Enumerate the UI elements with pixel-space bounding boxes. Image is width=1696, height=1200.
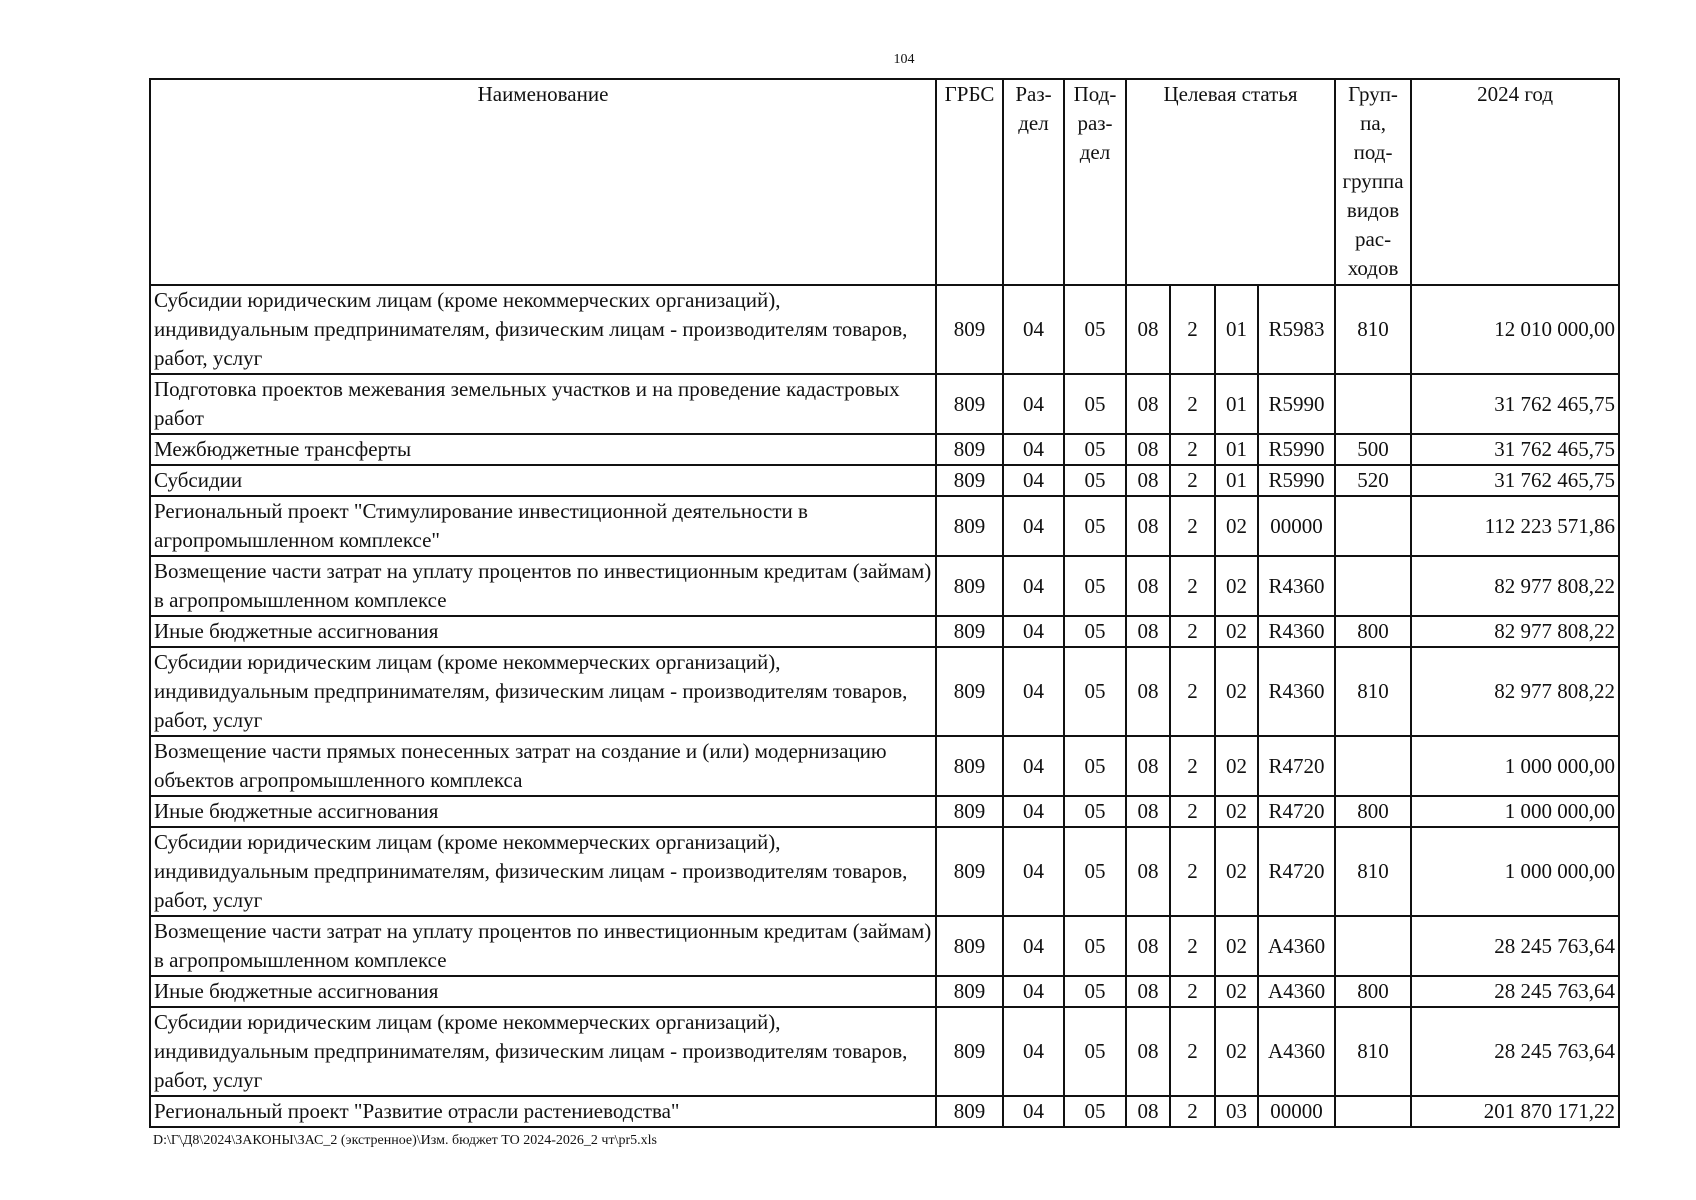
cell-target-3: 02 [1215, 796, 1258, 827]
cell-target-2: 2 [1170, 434, 1215, 465]
cell-target-3: 02 [1215, 976, 1258, 1007]
cell-podrazdel: 05 [1064, 916, 1126, 976]
header-name: Наименование [150, 79, 936, 285]
table-row [150, 374, 1619, 434]
header-group-line: рас- [1354, 227, 1392, 251]
cell-amount: 1 000 000,00 [1411, 827, 1619, 916]
table-row [150, 976, 1619, 1007]
cell-name: Субсидии юридическим лицам (кроме некоммерческих организаций), индивидуальным предпринимателям, физическим лицам - производителям товаров, работ, услуг [150, 1007, 936, 1096]
cell-podrazdel: 05 [1064, 1007, 1126, 1096]
cell-grbs: 809 [936, 374, 1003, 434]
cell-target-2: 2 [1170, 465, 1215, 496]
cell-razdel: 04 [1003, 976, 1064, 1007]
cell-target-1: 08 [1126, 796, 1170, 827]
cell-target-4: R5990 [1258, 374, 1335, 434]
cell-target-1: 08 [1126, 616, 1170, 647]
cell-target-3: 01 [1215, 465, 1258, 496]
cell-group [1335, 736, 1411, 796]
cell-target-1: 08 [1126, 916, 1170, 976]
cell-amount: 1 000 000,00 [1411, 736, 1619, 796]
cell-target-2: 2 [1170, 647, 1215, 736]
cell-target-4: 00000 [1258, 496, 1335, 556]
cell-group: 800 [1335, 976, 1411, 1007]
table-row [150, 1096, 1619, 1127]
table-row [150, 496, 1619, 556]
cell-target-4: A4360 [1258, 976, 1335, 1007]
cell-razdel: 04 [1003, 496, 1064, 556]
cell-amount: 1 000 000,00 [1411, 796, 1619, 827]
cell-target-2: 2 [1170, 496, 1215, 556]
page-number: 104 [893, 52, 915, 67]
cell-name: Иные бюджетные ассигнования [150, 976, 936, 1007]
cell-target-3: 02 [1215, 1007, 1258, 1096]
table-row [150, 616, 1619, 647]
cell-target-2: 2 [1170, 916, 1215, 976]
cell-target-2: 2 [1170, 976, 1215, 1007]
cell-grbs: 809 [936, 1007, 1003, 1096]
cell-group: 810 [1335, 647, 1411, 736]
cell-target-2: 2 [1170, 374, 1215, 434]
cell-razdel: 04 [1003, 556, 1064, 616]
cell-podrazdel: 05 [1064, 647, 1126, 736]
cell-target-1: 08 [1126, 827, 1170, 916]
cell-amount: 12 010 000,00 [1411, 285, 1619, 374]
cell-target-4: A4360 [1258, 916, 1335, 976]
cell-grbs: 809 [936, 647, 1003, 736]
cell-amount: 201 870 171,22 [1411, 1096, 1619, 1127]
table-row [150, 434, 1619, 465]
cell-group: 520 [1335, 465, 1411, 496]
cell-target-2: 2 [1170, 285, 1215, 374]
cell-razdel: 04 [1003, 916, 1064, 976]
cell-target-2: 2 [1170, 1007, 1215, 1096]
header-group [1335, 79, 1411, 285]
cell-target-3: 02 [1215, 616, 1258, 647]
table-row [150, 465, 1619, 496]
cell-amount: 28 245 763,64 [1411, 1007, 1619, 1096]
cell-group: 800 [1335, 796, 1411, 827]
cell-target-3: 03 [1215, 1096, 1258, 1127]
cell-target-4: 00000 [1258, 1096, 1335, 1127]
cell-target-3: 01 [1215, 374, 1258, 434]
header-group-line: группа [1342, 169, 1404, 193]
file-path-footer: D:\Г\Д8\2024\ЗАКОНЫ\ЗАС_2 (экстренное)\Изм. бюджет ТО 2024-2026_2 чт\pr5.xls [153, 1133, 657, 1148]
cell-grbs: 809 [936, 1096, 1003, 1127]
cell-podrazdel: 05 [1064, 465, 1126, 496]
cell-target-4: R5990 [1258, 465, 1335, 496]
cell-target-3: 02 [1215, 736, 1258, 796]
cell-razdel: 04 [1003, 616, 1064, 647]
cell-podrazdel: 05 [1064, 827, 1126, 916]
cell-name: Межбюджетные трансферты [150, 434, 936, 465]
cell-target-1: 08 [1126, 1096, 1170, 1127]
cell-podrazdel: 05 [1064, 496, 1126, 556]
cell-target-4: R4360 [1258, 556, 1335, 616]
cell-target-1: 08 [1126, 434, 1170, 465]
cell-name: Возмещение части затрат на уплату процентов по инвестиционным кредитам (займам) в агропромышленном комплексе [150, 916, 936, 976]
table-row [150, 736, 1619, 796]
cell-target-1: 08 [1126, 374, 1170, 434]
cell-target-3: 02 [1215, 916, 1258, 976]
cell-target-1: 08 [1126, 285, 1170, 374]
cell-name: Субсидии юридическим лицам (кроме некоммерческих организаций), индивидуальным предпринимателям, физическим лицам - производителям товаров, работ, услуг [150, 647, 936, 736]
cell-name: Подготовка проектов межевания земельных участков и на проведение кадастровых работ [150, 374, 936, 434]
cell-target-3: 01 [1215, 285, 1258, 374]
cell-podrazdel: 05 [1064, 434, 1126, 465]
header-group-line: видов [1346, 198, 1400, 222]
cell-target-2: 2 [1170, 796, 1215, 827]
header-group-line: па, [1360, 111, 1386, 135]
cell-podrazdel: 05 [1064, 736, 1126, 796]
header-group-line: Груп- [1348, 82, 1398, 106]
cell-grbs: 809 [936, 616, 1003, 647]
cell-name: Возмещение части прямых понесенных затрат на создание и (или) модернизацию объектов агропромышленного комплекса [150, 736, 936, 796]
table-header-row [150, 79, 1619, 285]
cell-target-2: 2 [1170, 556, 1215, 616]
cell-name: Субсидии юридическим лицам (кроме некоммерческих организаций), индивидуальным предпринимателям, физическим лицам - производителям товаров, работ, услуг [150, 285, 936, 374]
cell-razdel: 04 [1003, 796, 1064, 827]
cell-group: 500 [1335, 434, 1411, 465]
table-row [150, 647, 1619, 736]
cell-target-3: 01 [1215, 434, 1258, 465]
cell-name: Иные бюджетные ассигнования [150, 796, 936, 827]
cell-target-2: 2 [1170, 827, 1215, 916]
cell-target-4: R4360 [1258, 647, 1335, 736]
header-target-article: Целевая статья [1126, 79, 1335, 285]
cell-target-4: R5983 [1258, 285, 1335, 374]
cell-grbs: 809 [936, 285, 1003, 374]
header-razdel-line: дел [1018, 111, 1049, 135]
cell-name: Субсидии юридическим лицам (кроме некоммерческих организаций), индивидуальным предпринимателям, физическим лицам - производителям товаров, работ, услуг [150, 827, 936, 916]
cell-grbs: 809 [936, 827, 1003, 916]
cell-razdel: 04 [1003, 374, 1064, 434]
cell-name: Региональный проект "Развитие отрасли растениеводства" [150, 1096, 936, 1127]
table-row [150, 796, 1619, 827]
cell-grbs: 809 [936, 465, 1003, 496]
cell-group: 810 [1335, 827, 1411, 916]
header-group-line: под- [1353, 140, 1393, 164]
cell-amount: 28 245 763,64 [1411, 916, 1619, 976]
header-podrazdel [1064, 79, 1126, 285]
cell-name: Субсидии [150, 465, 936, 496]
cell-razdel: 04 [1003, 647, 1064, 736]
cell-name: Возмещение части затрат на уплату процентов по инвестиционным кредитам (займам) в агропромышленном комплексе [150, 556, 936, 616]
cell-target-4: A4360 [1258, 1007, 1335, 1096]
cell-target-4: R5990 [1258, 434, 1335, 465]
cell-amount: 112 223 571,86 [1411, 496, 1619, 556]
cell-target-1: 08 [1126, 976, 1170, 1007]
cell-target-1: 08 [1126, 496, 1170, 556]
cell-target-4: R4720 [1258, 827, 1335, 916]
cell-razdel: 04 [1003, 736, 1064, 796]
header-year: 2024 год [1411, 79, 1619, 285]
cell-target-1: 08 [1126, 465, 1170, 496]
cell-target-2: 2 [1170, 616, 1215, 647]
cell-razdel: 04 [1003, 827, 1064, 916]
cell-grbs: 809 [936, 556, 1003, 616]
cell-group [1335, 556, 1411, 616]
cell-podrazdel: 05 [1064, 374, 1126, 434]
cell-target-4: R4720 [1258, 796, 1335, 827]
cell-podrazdel: 05 [1064, 556, 1126, 616]
cell-target-1: 08 [1126, 556, 1170, 616]
cell-target-4: R4360 [1258, 616, 1335, 647]
cell-group: 810 [1335, 1007, 1411, 1096]
cell-name: Региональный проект "Стимулирование инвестиционной деятельности в агропромышленном комплексе" [150, 496, 936, 556]
cell-razdel: 04 [1003, 285, 1064, 374]
cell-amount: 82 977 808,22 [1411, 556, 1619, 616]
cell-target-2: 2 [1170, 1096, 1215, 1127]
table-row [150, 827, 1619, 916]
cell-razdel: 04 [1003, 1007, 1064, 1096]
cell-target-1: 08 [1126, 647, 1170, 736]
cell-target-3: 02 [1215, 556, 1258, 616]
table-body [150, 285, 1619, 1127]
cell-group [1335, 496, 1411, 556]
cell-podrazdel: 05 [1064, 796, 1126, 827]
cell-target-1: 08 [1126, 736, 1170, 796]
cell-amount: 28 245 763,64 [1411, 976, 1619, 1007]
cell-group [1335, 374, 1411, 434]
cell-podrazdel: 05 [1064, 285, 1126, 374]
cell-grbs: 809 [936, 796, 1003, 827]
cell-podrazdel: 05 [1064, 976, 1126, 1007]
cell-target-3: 02 [1215, 496, 1258, 556]
cell-target-3: 02 [1215, 647, 1258, 736]
cell-amount: 31 762 465,75 [1411, 465, 1619, 496]
cell-target-2: 2 [1170, 736, 1215, 796]
cell-group: 810 [1335, 285, 1411, 374]
header-podrazdel-line: дел [1079, 140, 1111, 164]
cell-amount: 31 762 465,75 [1411, 434, 1619, 465]
header-podrazdel-line: раз- [1077, 111, 1113, 135]
cell-razdel: 04 [1003, 1096, 1064, 1127]
cell-target-3: 02 [1215, 827, 1258, 916]
header-group-line: ходов [1347, 256, 1399, 280]
cell-group [1335, 916, 1411, 976]
table-row [150, 556, 1619, 616]
header-podrazdel-line: Под- [1073, 82, 1117, 106]
header-grbs: ГРБС [936, 79, 1003, 285]
cell-group: 800 [1335, 616, 1411, 647]
cell-name: Иные бюджетные ассигнования [150, 616, 936, 647]
header-razdel [1003, 79, 1064, 285]
cell-target-4: R4720 [1258, 736, 1335, 796]
cell-grbs: 809 [936, 916, 1003, 976]
cell-grbs: 809 [936, 976, 1003, 1007]
table-row [150, 285, 1619, 374]
budget-table [149, 78, 1620, 1128]
cell-podrazdel: 05 [1064, 616, 1126, 647]
cell-amount: 82 977 808,22 [1411, 647, 1619, 736]
cell-group [1335, 1096, 1411, 1127]
cell-grbs: 809 [936, 736, 1003, 796]
header-razdel-line: Раз- [1015, 82, 1052, 106]
cell-amount: 31 762 465,75 [1411, 374, 1619, 434]
cell-target-1: 08 [1126, 1007, 1170, 1096]
cell-grbs: 809 [936, 496, 1003, 556]
cell-podrazdel: 05 [1064, 1096, 1126, 1127]
cell-amount: 82 977 808,22 [1411, 616, 1619, 647]
table-row [150, 1007, 1619, 1096]
table-row [150, 916, 1619, 976]
cell-grbs: 809 [936, 434, 1003, 465]
cell-razdel: 04 [1003, 465, 1064, 496]
cell-razdel: 04 [1003, 434, 1064, 465]
